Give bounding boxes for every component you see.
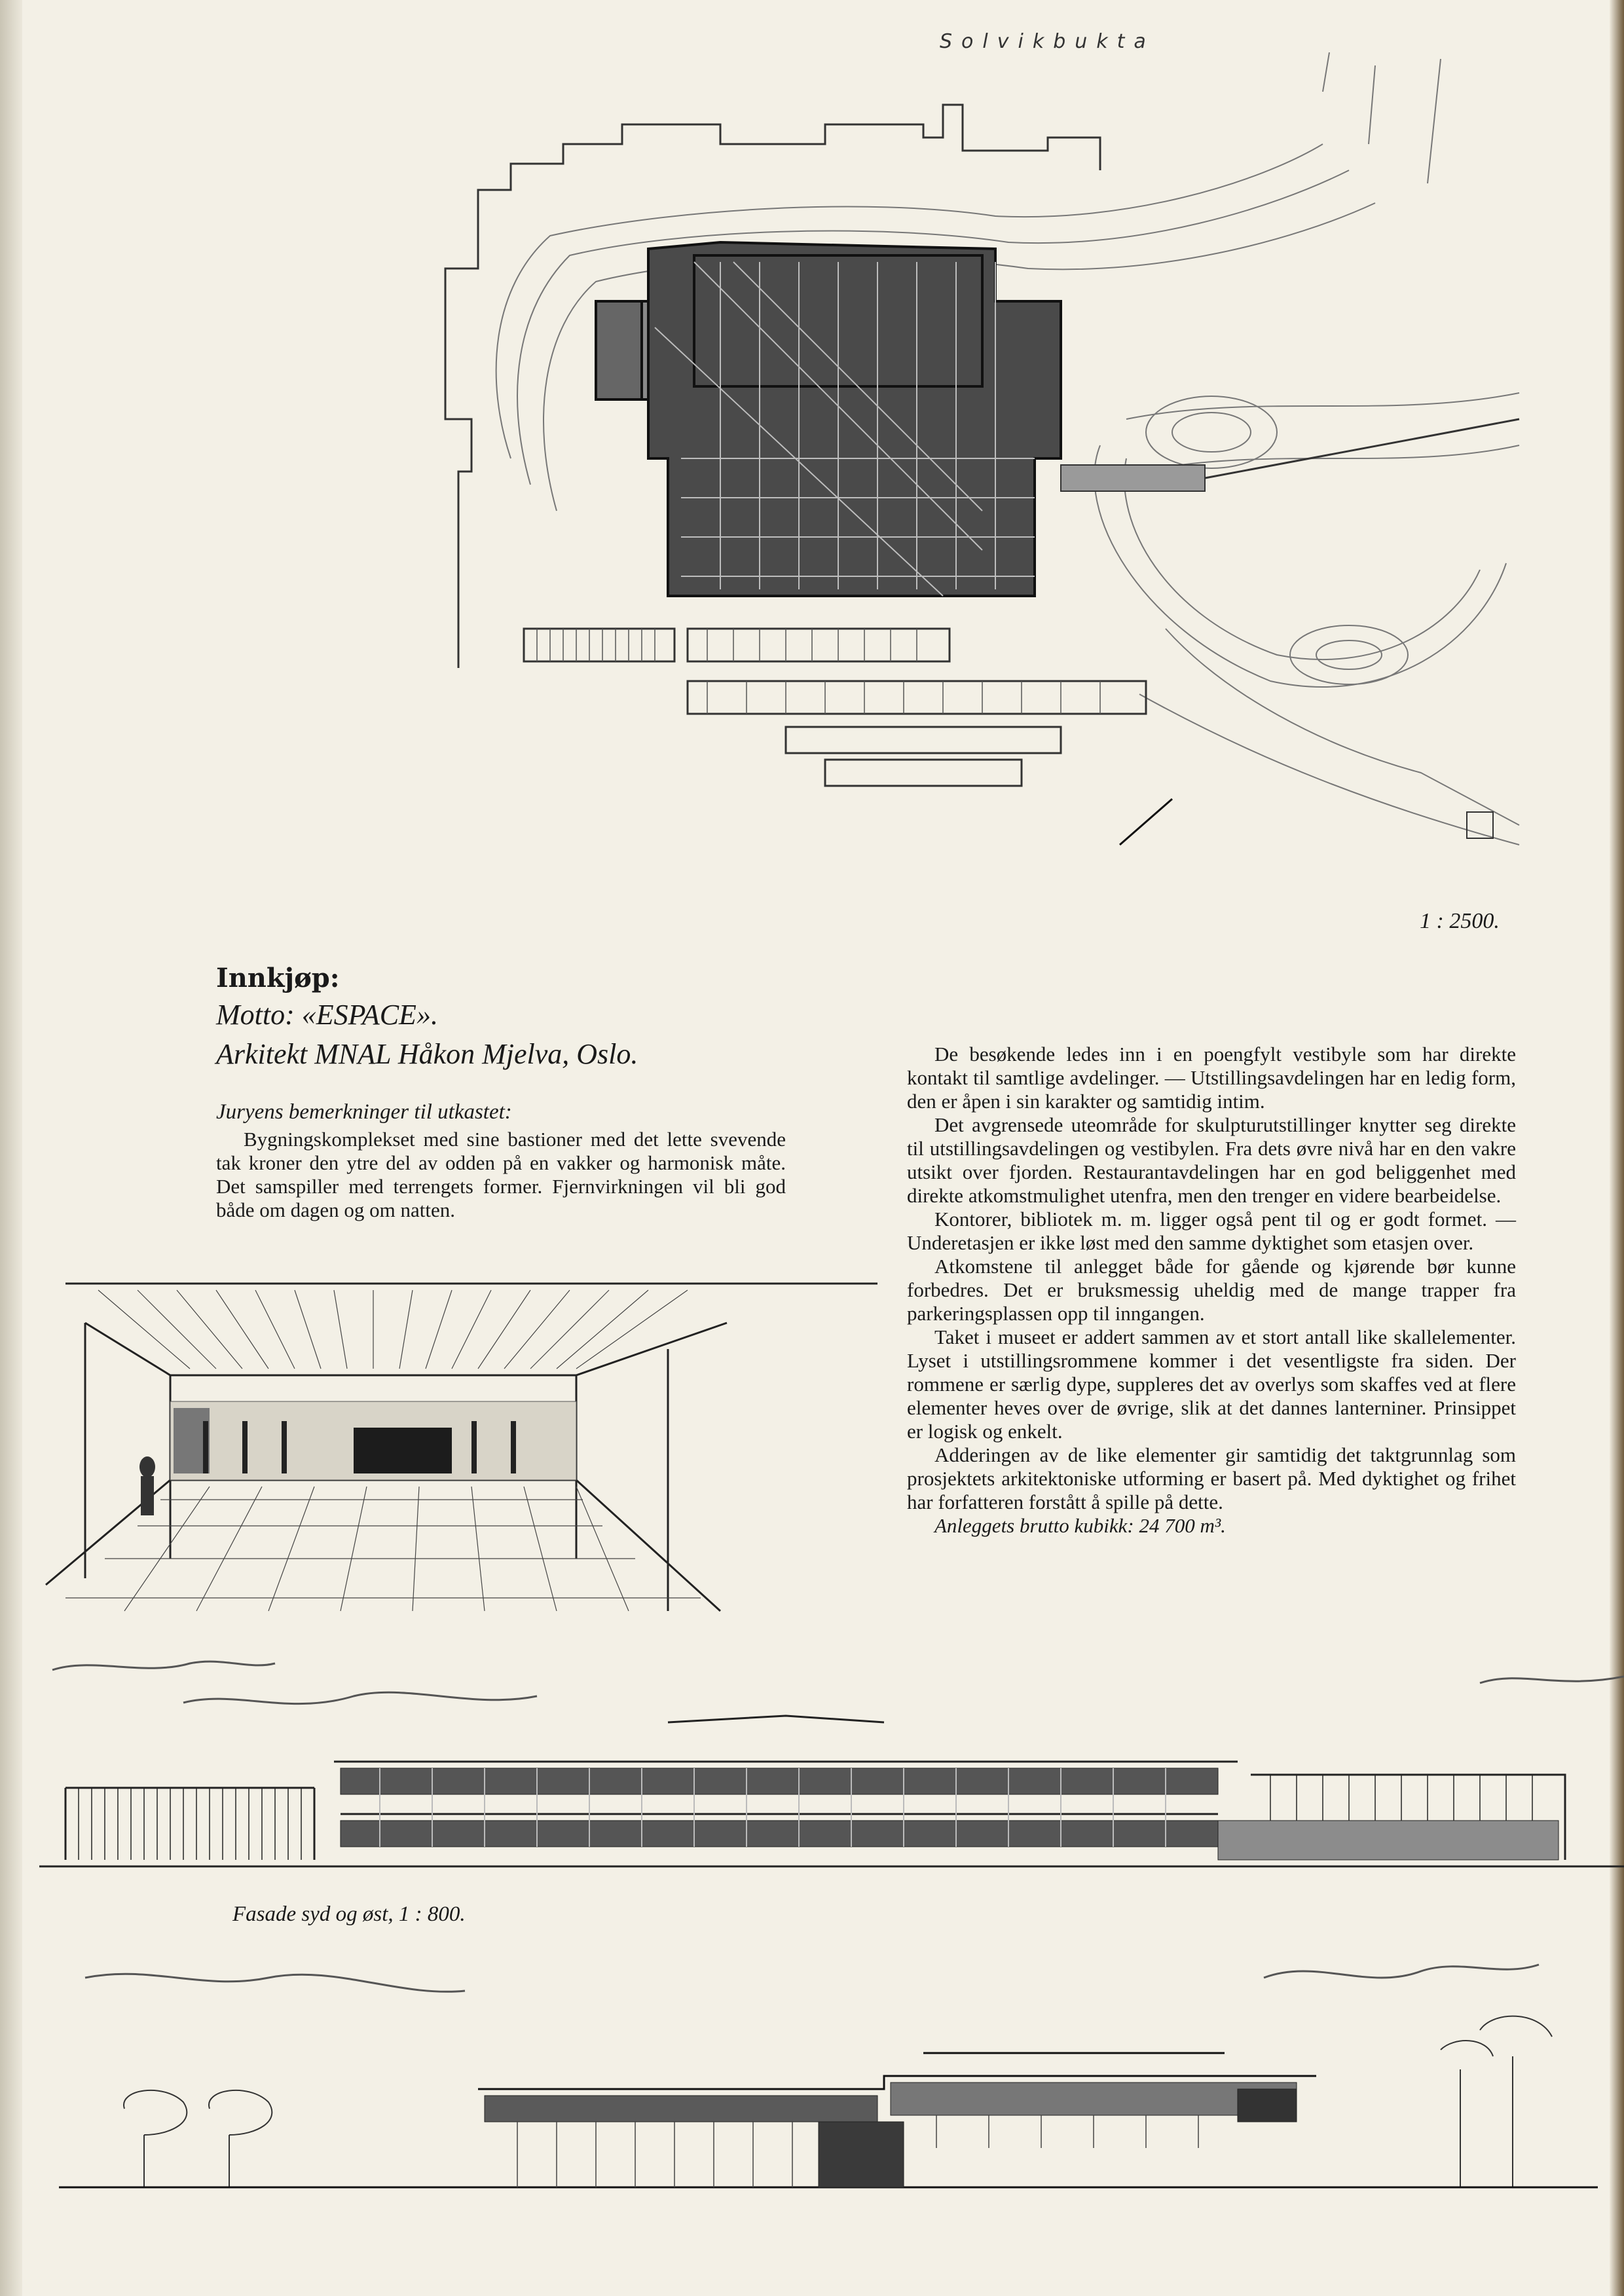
- entry-heading: Innkjøp:: [216, 963, 340, 993]
- page-spine-shadow: [0, 0, 22, 2296]
- entry-architect: Arkitekt MNAL Håkon Mjelva, Oslo.: [216, 1038, 638, 1070]
- volume-value: 24 700: [1139, 1514, 1195, 1537]
- paragraph: Taket i museet er addert sammen av et stort antall like skallelementer. Lyset i utstillingsrommene kommer i det vesentligste fra siden. Der rommene er særlig dype, suppleres det av overlys som skaffes ved at flere elementer heves over de øvrige, slik at det dannes lanterniner. Prinsippet er logisk og enkelt.: [907, 1325, 1516, 1443]
- paragraph: De besøkende ledes inn i en poengfylt vestibyle som har direkte kontakt til samtlige avdelinger. — Utstillingsavdelingen har en ledig form, den er åpen i sin karakter og samtidig intim.: [907, 1043, 1516, 1113]
- jury-subheading: Juryens bemerkninger til utkastet:: [216, 1100, 512, 1124]
- paragraph: Adderingen av de like elementer gir samtidig det taktgrunnlag som prosjektets arkitektoniske utforming er basert på. Med dyktighet og frihet har forfatteren forstått å spille på dette.: [907, 1443, 1516, 1513]
- facade-caption: Fasade syd og øst, 1 : 800.: [232, 1902, 466, 1926]
- east-facade-drawing: [59, 1938, 1598, 2213]
- entry-motto: Motto: «ESPACE».: [216, 999, 438, 1031]
- paragraph: Atkomstene til anlegget både for gående og kjørende bør kunne forbedres. Det er bruksmessig uheldig med de mange trapper fra parkeringsplassen opp til inngangen.: [907, 1255, 1516, 1325]
- site-place-label: Solvikbukta: [940, 30, 1155, 53]
- volume-label: Anleggets brutto kubikk:: [934, 1514, 1134, 1537]
- interior-perspective-drawing: [46, 1270, 877, 1637]
- site-plan-drawing: [406, 52, 1526, 904]
- volume-line: [907, 1514, 1516, 1538]
- south-facade-drawing: [39, 1644, 1624, 1893]
- jury-text: [216, 1128, 786, 1222]
- jury-paragraph: Bygningskomplekset med sine bastioner med det lette svevende tak kroner den ytre del av odden på en vakker og harmonisk måte. Det samspiller med terrengets former. Fjernvirkningen vil bli god både om dagen og om natten.: [216, 1128, 786, 1221]
- paragraph: Det avgrensede uteområde for skulpturutstillinger knytter seg direkte til utstillingsavdelingen og vestibylen. Fra dets øvre nivå har en den vakre utsikt over fjorden. Restaurantavdelingen har en god beliggenhet med direkte atkomstmulighet utenfra, men den trenger en videre bearbeidelse.: [907, 1113, 1516, 1207]
- volume-unit: m³.: [1200, 1514, 1226, 1537]
- site-plan-scale: 1 : 2500.: [1420, 909, 1500, 933]
- right-column: [907, 1043, 1516, 1538]
- paragraph: Kontorer, bibliotek m. m. ligger også pent til og er godt formet. — Underetasjen er ikke løst med den samme dyktighet som etasjen over.: [907, 1208, 1516, 1254]
- page-edge-shadow: [1610, 0, 1624, 2296]
